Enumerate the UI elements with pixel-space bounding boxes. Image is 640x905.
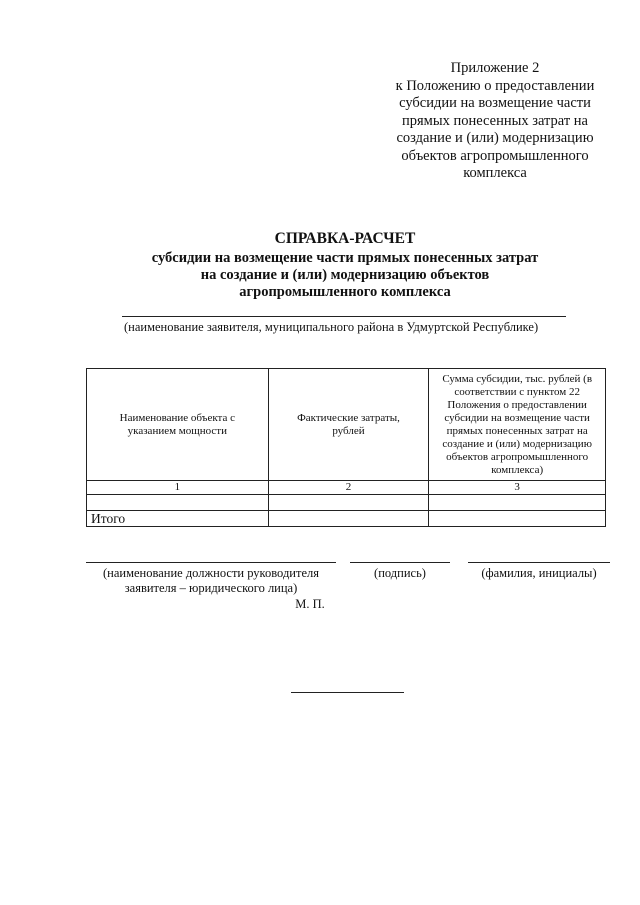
applicant-name-line (122, 316, 566, 317)
appendix-header (380, 60, 610, 183)
appendix-line: Приложение 2 (450, 60, 540, 76)
appendix-line: объектов агропромышленного (401, 147, 589, 164)
header-cell-costs: Фактические затраты, рублей (268, 369, 429, 481)
position-caption-line1: (наименование должности руководителя (103, 566, 319, 580)
appendix-line: комплекса (463, 165, 527, 181)
position-caption (86, 566, 336, 596)
name-caption: (фамилия, инициалы) (481, 566, 597, 580)
signature-line (350, 562, 450, 563)
position-caption-line2: заявителя – юридического лица) (124, 581, 298, 595)
table-cell (87, 495, 269, 511)
document-title (80, 230, 610, 301)
column-number: 1 (87, 481, 269, 495)
seal-label: М. П. (295, 597, 325, 611)
page-title: СПРАВКА-РАСЧЕТ (274, 230, 416, 247)
title-line: субсидии на возмещение части прямых понесенных затрат (151, 250, 539, 266)
header-cell-object: Наименование объекта с указанием мощности (87, 369, 269, 481)
table-row-total (87, 511, 606, 527)
appendix-line: создание и (или) модернизацию (396, 130, 594, 146)
title-line: агропромышленного комплекса (239, 284, 451, 300)
table-row (87, 495, 606, 511)
appendix-line: субсидии на возмещение части (399, 95, 591, 111)
position-line (86, 562, 336, 563)
footer-divider (291, 692, 404, 693)
total-label: Итого (87, 511, 269, 527)
column-number: 2 (268, 481, 429, 495)
appendix-line: к Положению о предоставлении (395, 77, 595, 94)
appendix-line: прямых понесенных затрат на (402, 112, 588, 129)
title-line: на создание и (или) модернизацию объектов (200, 267, 490, 283)
table-cell (429, 511, 606, 527)
table-header-row (87, 369, 606, 481)
column-number: 3 (429, 481, 606, 495)
table-cell (268, 511, 429, 527)
signature-caption: (подпись) (374, 566, 426, 580)
applicant-caption: (наименование заявителя, муниципального района в Удмуртской Республике) (124, 320, 539, 334)
calculation-table (86, 368, 606, 527)
table-cell (268, 495, 429, 511)
name-line (468, 562, 610, 563)
table-cell (429, 495, 606, 511)
header-cell-subsidy: Сумма субсидии, тыс. рублей (в соответствии с пунктом 22 Положения о предоставлении субсидии на возмещение части прямых понесенных затрат на создание и (или) модернизацию объектов агропромышленного комплекса) (429, 369, 606, 481)
table-number-row (87, 481, 606, 495)
